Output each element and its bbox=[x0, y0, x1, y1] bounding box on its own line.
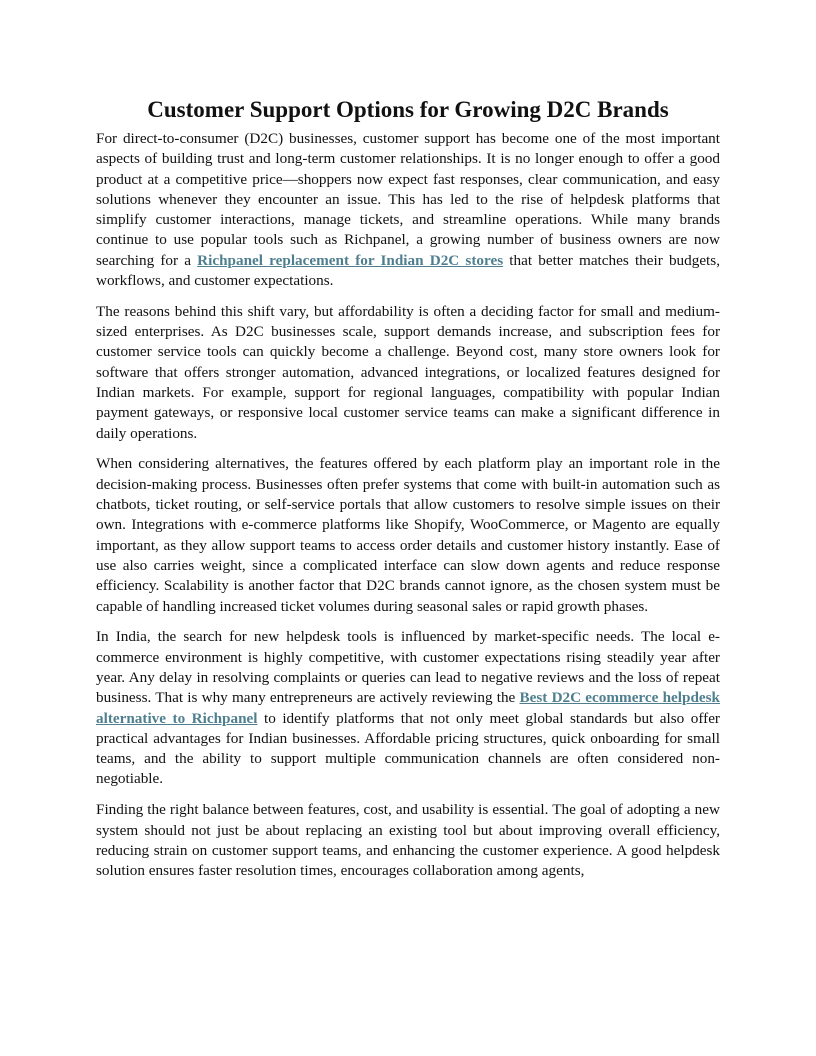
paragraph-1 bbox=[96, 129, 720, 291]
paragraph-3: When considering alternatives, the features offered by each platform play an important role in the decision-making process. Businesses often prefer systems that come with built-in automation such as chatbots, ticket routing, or self-service portals that allow customers to resolve simple issues on their own. Integrations with e-commerce platforms like Shopify, WooCommerce, or Magento are equally important, as they allow support teams to access order details and customer history instantly. Ease of use also carries weight, since a complicated interface can slow down agents and reduce response efficiency. Scalability is another factor that D2C brands cannot ignore, as the chosen system must be capable of handling increased ticket volumes during seasonal sales or rapid growth phases. bbox=[96, 455, 720, 615]
paragraph-5: Finding the right balance between features, cost, and usability is essential. The goal of adopting a new system should not just be about replacing an existing tool but about improving overall efficiency, reducing strain on customer support teams, and enhancing the customer experience. A good helpdesk solution ensures faster resolution times, encourages collaboration among agents, bbox=[96, 801, 720, 880]
document-page bbox=[96, 96, 720, 892]
document-title: Customer Support Options for Growing D2C Brands bbox=[147, 97, 669, 122]
paragraph-text: to identify platforms that not only meet global standards but also offer practical advantages for Indian businesses. Affordable pricing structures, quick onboarding for small teams, and the ability to support multiple communication channels are often considered non-negotiable. bbox=[96, 709, 720, 788]
paragraph-4 bbox=[96, 627, 720, 789]
paragraph-text: that better matches their budgets, workflows, and customer expectations. bbox=[96, 251, 720, 290]
best-helpdesk-alternative-link[interactable]: Best D2C ecommerce helpdesk alternative to Richpanel bbox=[96, 689, 720, 727]
paragraph-2: The reasons behind this shift vary, but affordability is often a deciding factor for small and medium-sized enterprises. As D2C businesses scale, support demands increase, and subscription fees for customer service tools can quickly become a challenge. Beyond cost, many store owners look for software that offers stronger automation, advanced integrations, or localized features designed for Indian markets. For example, support for regional languages, compatibility with popular Indian payment gateways, or responsive local customer service teams can make a significant difference in daily operations. bbox=[96, 302, 720, 442]
paragraph-text: For direct-to-consumer (D2C) businesses, customer support has become one of the most important aspects of building trust and long-term customer relationships. It is no longer enough to offer a good product at a competitive price—shoppers now expect fast responses, clear communication, and easy solutions whenever they encounter an issue. This has led to the rise of helpdesk platforms that simplify customer interactions, manage tickets, and streamline operations. While many brands continue to use popular tools such as Richpanel, a growing number of business owners are now searching for a bbox=[96, 130, 720, 269]
paragraph-text: In India, the search for new helpdesk tools is influenced by market-specific needs. The local e-commerce environment is highly competitive, with customer expectations rising steadily year after year. Any delay in resolving complaints or queries can lead to negative reviews and the loss of repeat business. That is why many entrepreneurs are actively reviewing the bbox=[96, 628, 720, 707]
richpanel-replacement-link[interactable]: Richpanel replacement for Indian D2C stores bbox=[197, 251, 504, 269]
